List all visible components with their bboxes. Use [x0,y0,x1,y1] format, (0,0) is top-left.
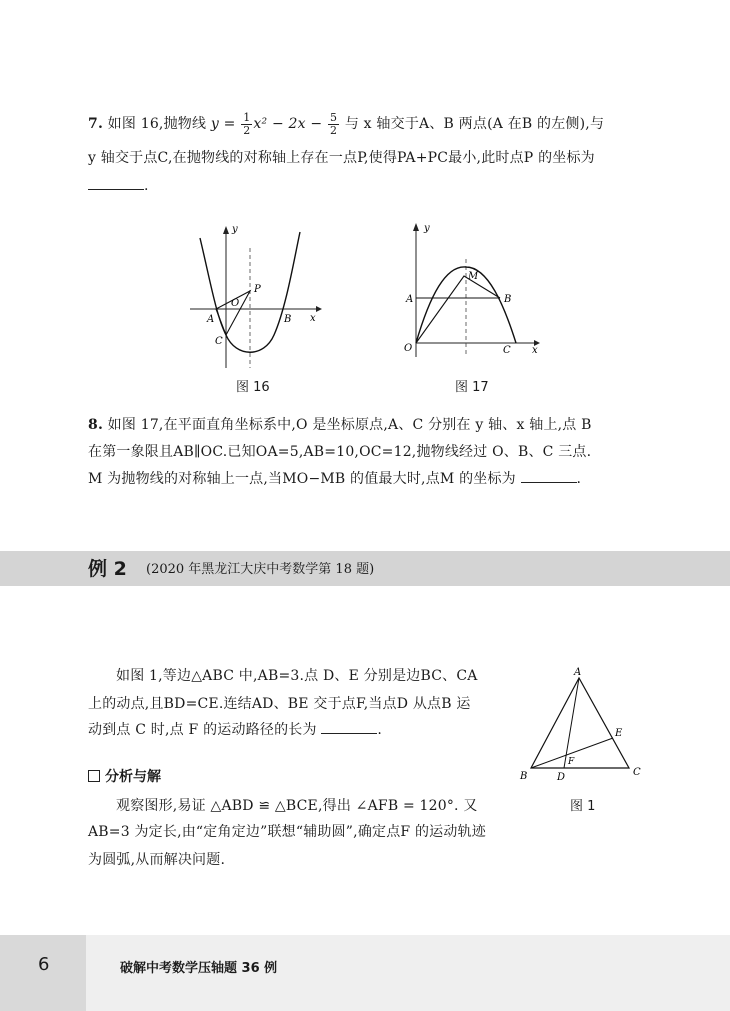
problem8-text1: 如图 17,在平面直角坐标系中,O 是坐标原点,A、C 分别在 y 轴、x 轴上,点 B [107,417,592,433]
example-subtitle: (2020 年黑龙江大庆中考数学第 18 题) [146,562,375,577]
problem7-line3: . [88,172,149,201]
fig1-triangle-ABC [531,678,629,768]
fig16-label-x: x [310,313,316,324]
eq-y: y [210,116,219,132]
answer-blank-7 [88,175,144,190]
figure16-caption: 图 16 [236,380,270,395]
problem8-line1 [88,411,592,440]
analysis-line3: 为圆弧,从而解决问题. [88,852,226,868]
problem8-line2: 在第一象限且AB∥OC.已知OA=5,AB=10,OC=12,抛物线经过 O、B、C 三点. [88,444,592,460]
fig17-label-O: O [404,343,413,354]
figure1-caption: 图 1 [570,799,596,814]
example2-line1: 如图 1,等边△ABC 中,AB=3.点 D、E 分别是边BC、CA [116,668,478,684]
fig17-label-M: M [468,271,479,282]
fig17-label-A: A [406,294,414,305]
fig16-label-O: O [231,298,240,309]
answer-blank-8 [521,468,577,483]
fig16-label-y: y [232,224,238,235]
fraction-2: $\frac{5}{2}$ [329,110,338,137]
example-title: 例 2 [88,558,127,580]
square-bullet-icon [88,770,100,782]
problem8-number: 8. [88,417,104,433]
fig1-label-A: A [574,667,582,678]
analysis-line1: 观察图形,易证 △ABD ≌ △BCE,得出 ∠AFB = 120°. 又 [116,798,478,814]
book-title: 破解中考数学压轴题 36 例 [120,961,278,976]
fig16-label-B: B [284,314,292,325]
eq-equals: = [218,116,241,132]
problem7-line1 [88,110,604,139]
fig1-label-F: F [568,757,575,767]
fig17-path-OMB [416,276,500,343]
fig17-label-B: B [504,294,512,305]
eq-mid: x² − 2x − [253,116,327,132]
analysis-heading: 分析与解 [88,767,161,787]
fig16-label-A: A [207,314,215,325]
fig1-label-E: E [615,728,623,739]
example2-line3: 动到点 C 时,点 F 的运动路径的长为 . [88,716,382,745]
figure17-graph [400,215,545,365]
problem8-line3: M 为抛物线的对称轴上一点,当MO−MB 的值最大时,点M 的坐标为 . [88,465,581,494]
fig16-label-P: P [254,284,261,295]
fig17-label-C: C [503,345,511,356]
fig17-label-x: x [532,345,538,356]
problem7-line2: y 轴交于点C,在抛物线的对称轴上存在一点P,使得PA+PC最小,此时点P 的坐标为 [88,150,595,166]
problem7-text-pre: 如图 16,抛物线 [107,116,211,132]
answer-blank-ex2 [321,719,377,734]
example2-line2: 上的动点,且BD=CE.连结AD、BE 交于点F,当点D 从点B 运 [88,696,471,712]
figure17-caption: 图 17 [455,380,489,395]
fig1-label-D: D [557,772,566,783]
page-number: 6 [38,954,50,975]
fraction-1: $\frac{1}{2}$ [243,110,251,137]
problem7-number: 7. [88,116,104,132]
fig17-label-y: y [424,223,430,234]
fig1-label-B: B [520,771,528,782]
analysis-line2: AB=3 为定长,由“定角定边”联想“辅助圆”,确定点F 的运动轨迹 [88,824,486,840]
fig1-label-C: C [633,767,641,778]
fig16-label-C: C [215,336,223,347]
figure1-triangle [512,664,647,784]
problem7-text-post: 与 x 轴交于A、B 两点(A 在B 的左侧),与 [340,116,605,132]
figure16-graph [186,220,326,370]
footer-bar [0,935,730,1011]
